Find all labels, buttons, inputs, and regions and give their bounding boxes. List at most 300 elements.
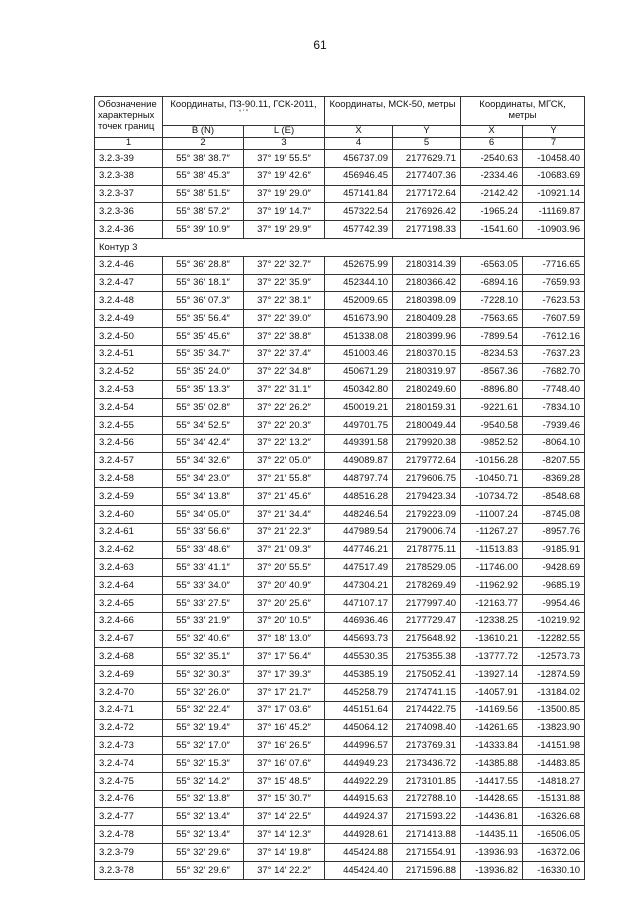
mgsk-y-cell: -10921.14 (523, 185, 585, 203)
longitude-cell: 37° 22′ 37.4″ (244, 345, 325, 363)
mgsk-x-cell: -6563.05 (461, 256, 523, 274)
mgsk-x-cell: -13777.72 (461, 648, 523, 666)
longitude-cell: 37° 14′ 22.2″ (244, 861, 325, 879)
mgsk-x-cell: -8234.53 (461, 345, 523, 363)
longitude-cell: 37° 21′ 45.6″ (244, 488, 325, 506)
table-row (95, 505, 585, 523)
msk50-y-cell: 2178529.05 (393, 559, 461, 577)
mgsk-x-cell: -14261.65 (461, 719, 523, 737)
msk50-y-cell: 2180366.42 (393, 274, 461, 292)
mgsk-y-cell: -7623.53 (523, 292, 585, 310)
msk50-x-cell: 447304.21 (325, 577, 393, 595)
longitude-cell: 37° 21′ 34.4″ (244, 505, 325, 523)
longitude-cell: 37° 19′ 42.6″ (244, 167, 325, 185)
table-row (95, 310, 585, 328)
msk50-x-cell: 448246.54 (325, 505, 393, 523)
mgsk-y-cell: -16326.68 (523, 808, 585, 826)
point-cell: 3.2.4-52 (95, 363, 163, 381)
table-row (95, 790, 585, 808)
point-cell: 3.2.4-50 (95, 327, 163, 345)
msk50-y-cell: 2175648.92 (393, 630, 461, 648)
msk50-x-cell: 445258.79 (325, 683, 393, 701)
point-cell: 3.2.4-49 (95, 310, 163, 328)
point-cell: 3.2.4-54 (95, 399, 163, 417)
latitude-cell: 55° 32′ 19.4″ (163, 719, 244, 737)
msk50-x-cell: 445151.64 (325, 701, 393, 719)
latitude-cell: 55° 33′ 48.6″ (163, 541, 244, 559)
latitude-cell: 55° 32′ 13.4″ (163, 808, 244, 826)
table-row (95, 416, 585, 434)
longitude-cell: 37° 19′ 55.5″ (244, 150, 325, 168)
table-row (95, 701, 585, 719)
msk50-x-cell: 450671.29 (325, 363, 393, 381)
msk50-y-cell: 2180409.28 (393, 310, 461, 328)
longitude-cell: 37° 20′ 40.9″ (244, 577, 325, 595)
mgsk-y-cell: -9185.91 (523, 541, 585, 559)
msk50-y-cell: 2171593.22 (393, 808, 461, 826)
column-number: 4 (325, 138, 393, 150)
point-cell: 3.2.4-63 (95, 559, 163, 577)
column-number: 1 (95, 138, 163, 150)
longitude-cell: 37° 16′ 26.5″ (244, 737, 325, 755)
subheader-l: L (E) (244, 126, 325, 138)
point-cell: 3.2.4-76 (95, 790, 163, 808)
msk50-y-cell: 2175355.38 (393, 648, 461, 666)
table-row (95, 630, 585, 648)
msk50-x-cell: 449391.58 (325, 434, 393, 452)
point-cell: 3.2.4-68 (95, 648, 163, 666)
msk50-x-cell: 445424.88 (325, 844, 393, 862)
point-cell: 3.2.4-73 (95, 737, 163, 755)
point-cell: 3.2.4-77 (95, 808, 163, 826)
point-cell: 3.2.3-79 (95, 844, 163, 862)
latitude-cell: 55° 38′ 57.2″ (163, 203, 244, 221)
point-cell: 3.2.4-60 (95, 505, 163, 523)
longitude-cell: 37° 18′ 13.0″ (244, 630, 325, 648)
point-cell: 3.2.4-57 (95, 452, 163, 470)
mgsk-x-cell: -14333.84 (461, 737, 523, 755)
longitude-cell: 37° 19′ 29.0″ (244, 185, 325, 203)
table-row (95, 452, 585, 470)
longitude-cell: 37° 15′ 48.5″ (244, 772, 325, 790)
msk50-y-cell: 2178775.11 (393, 541, 461, 559)
latitude-cell: 55° 34′ 13.8″ (163, 488, 244, 506)
msk50-y-cell: 2180399.96 (393, 327, 461, 345)
mgsk-x-cell: -14435.11 (461, 826, 523, 844)
table-row (95, 612, 585, 630)
msk50-y-cell: 2171554.91 (393, 844, 461, 862)
point-cell: 3.2.4-59 (95, 488, 163, 506)
subheader-y-msk: Y (393, 126, 461, 138)
mgsk-x-cell: -10156.28 (461, 452, 523, 470)
msk50-x-cell: 445064.12 (325, 719, 393, 737)
mgsk-y-cell: -15131.88 (523, 790, 585, 808)
point-cell: 3.2.4-61 (95, 523, 163, 541)
point-cell: 3.2.4-72 (95, 719, 163, 737)
mgsk-x-cell: -13610.21 (461, 630, 523, 648)
table-row (95, 755, 585, 773)
table-row (95, 470, 585, 488)
table-row (95, 381, 585, 399)
msk50-x-cell: 447517.49 (325, 559, 393, 577)
msk50-group-header (325, 97, 461, 126)
longitude-cell: 37° 22′ 20.3″ (244, 416, 325, 434)
mgsk-x-cell: -11746.00 (461, 559, 523, 577)
latitude-cell: 55° 32′ 40.6″ (163, 630, 244, 648)
point-cell: 3.2.4-48 (95, 292, 163, 310)
mgsk-y-cell: -7682.70 (523, 363, 585, 381)
latitude-cell: 55° 33′ 27.5″ (163, 594, 244, 612)
latitude-cell: 55° 39′ 10.9″ (163, 221, 244, 239)
longitude-cell: 37° 14′ 22.5″ (244, 808, 325, 826)
table-row (95, 221, 585, 239)
longitude-cell: 37° 21′ 09.3″ (244, 541, 325, 559)
msk50-x-cell: 457141.84 (325, 185, 393, 203)
msk50-y-cell: 2174741.15 (393, 683, 461, 701)
mgsk-y-cell: -14483.85 (523, 755, 585, 773)
mgsk-x-cell: -13936.82 (461, 861, 523, 879)
pz90-units: ° ′ ″ (239, 110, 248, 116)
point-cell: 3.2.4-53 (95, 381, 163, 399)
msk50-x-cell: 451338.08 (325, 327, 393, 345)
msk50-y-cell: 2175052.41 (393, 666, 461, 684)
latitude-cell: 55° 34′ 05.0″ (163, 505, 244, 523)
msk50-y-cell: 2180319.97 (393, 363, 461, 381)
msk50-y-cell: 2174098.40 (393, 719, 461, 737)
longitude-cell: 37° 14′ 12.3″ (244, 826, 325, 844)
column-number: 2 (163, 138, 244, 150)
msk50-y-cell: 2180370.15 (393, 345, 461, 363)
table-row (95, 203, 585, 221)
latitude-cell: 55° 35′ 34.7″ (163, 345, 244, 363)
msk50-y-cell: 2180249.60 (393, 381, 461, 399)
mgsk-y-cell: -7716.65 (523, 256, 585, 274)
point-cell: 3.2.4-46 (95, 256, 163, 274)
mgsk-y-cell: -10683.69 (523, 167, 585, 185)
point-cell: 3.2.4-58 (95, 470, 163, 488)
point-cell: 3.2.4-62 (95, 541, 163, 559)
latitude-cell: 55° 33′ 21.9″ (163, 612, 244, 630)
subheader-b: B (N) (163, 126, 244, 138)
mgsk-x-cell: -11513.83 (461, 541, 523, 559)
mgsk-x-cell: -10734.72 (461, 488, 523, 506)
longitude-cell: 37° 19′ 29.9″ (244, 221, 325, 239)
latitude-cell: 55° 32′ 13.4″ (163, 826, 244, 844)
latitude-cell: 55° 32′ 26.0″ (163, 683, 244, 701)
latitude-cell: 55° 34′ 52.5″ (163, 416, 244, 434)
mgsk-x-cell: -12338.25 (461, 612, 523, 630)
latitude-cell: 55° 35′ 45.6″ (163, 327, 244, 345)
subheader-x-mgsk: X (461, 126, 523, 138)
mgsk-y-cell: -12573.73 (523, 648, 585, 666)
mgsk-y-cell: -16506.05 (523, 826, 585, 844)
longitude-cell: 37° 22′ 32.7″ (244, 256, 325, 274)
longitude-cell: 37° 22′ 38.8″ (244, 327, 325, 345)
msk50-y-cell: 2177407.36 (393, 167, 461, 185)
mgsk-y-cell: -16372.06 (523, 844, 585, 862)
mgsk-x-cell: -14057.91 (461, 683, 523, 701)
mgsk-x-cell: -14385.88 (461, 755, 523, 773)
msk50-x-cell: 447107.17 (325, 594, 393, 612)
msk50-x-cell: 444915.63 (325, 790, 393, 808)
longitude-cell: 37° 22′ 38.1″ (244, 292, 325, 310)
section-label: Контур 3 (95, 238, 585, 256)
msk50-y-cell: 2177198.33 (393, 221, 461, 239)
latitude-cell: 55° 33′ 34.0″ (163, 577, 244, 595)
msk50-x-cell: 444928.61 (325, 826, 393, 844)
column-number: 7 (523, 138, 585, 150)
mgsk-x-cell: -1965.24 (461, 203, 523, 221)
mgsk-x-cell: -8896.80 (461, 381, 523, 399)
column-number: 6 (461, 138, 523, 150)
mgsk-x-cell: -7563.65 (461, 310, 523, 328)
msk50-y-cell: 2177729.47 (393, 612, 461, 630)
mgsk-y-cell: -10458.40 (523, 150, 585, 168)
mgsk-x-cell: -14436.81 (461, 808, 523, 826)
mgsk-x-cell: -13927.14 (461, 666, 523, 684)
msk50-y-cell: 2172788.10 (393, 790, 461, 808)
mgsk-y-cell: -8745.08 (523, 505, 585, 523)
column-number: 5 (393, 138, 461, 150)
point-cell: 3.2.4-74 (95, 755, 163, 773)
msk50-y-cell: 2171413.88 (393, 826, 461, 844)
msk50-y-cell: 2177629.71 (393, 150, 461, 168)
longitude-cell: 37° 16′ 07.6″ (244, 755, 325, 773)
mgsk-x-cell: -10450.71 (461, 470, 523, 488)
longitude-cell: 37° 17′ 03.6″ (244, 701, 325, 719)
table-row (95, 327, 585, 345)
msk50-x-cell: 450342.80 (325, 381, 393, 399)
table-row (95, 256, 585, 274)
msk50-x-cell: 445385.19 (325, 666, 393, 684)
subheader-y-mgsk: Y (523, 126, 585, 138)
point-column-header: Обозначение характерных точек границ (95, 97, 163, 138)
point-cell: 3.2.4-71 (95, 701, 163, 719)
msk50-x-cell: 446936.46 (325, 612, 393, 630)
msk50-y-cell: 2179772.64 (393, 452, 461, 470)
longitude-cell: 37° 21′ 55.8″ (244, 470, 325, 488)
msk50-x-cell: 447989.54 (325, 523, 393, 541)
mgsk-y-cell: -9428.69 (523, 559, 585, 577)
msk50-x-cell: 445693.73 (325, 630, 393, 648)
longitude-cell: 37° 19′ 14.7″ (244, 203, 325, 221)
msk50-y-cell: 2179606.75 (393, 470, 461, 488)
latitude-cell: 55° 36′ 18.1″ (163, 274, 244, 292)
point-cell: 3.2.4-70 (95, 683, 163, 701)
msk50-x-cell: 452675.99 (325, 256, 393, 274)
mgsk-x-cell: -9852.52 (461, 434, 523, 452)
latitude-cell: 55° 35′ 56.4″ (163, 310, 244, 328)
table-row (95, 808, 585, 826)
mgsk-y-cell: -13823.90 (523, 719, 585, 737)
point-cell: 3.2.4-55 (95, 416, 163, 434)
subheader-x-msk: X (325, 126, 393, 138)
point-cell: 3.2.4-75 (95, 772, 163, 790)
section-row (95, 238, 585, 256)
msk50-x-cell: 452344.10 (325, 274, 393, 292)
msk50-x-cell: 449701.75 (325, 416, 393, 434)
pz90-group-title: Координаты, ПЗ-90.11, ГСК-2011, (170, 99, 317, 110)
msk50-y-cell: 2180049.44 (393, 416, 461, 434)
point-cell: 3.2.4-78 (95, 826, 163, 844)
point-cell: 3.2.4-51 (95, 345, 163, 363)
latitude-cell: 55° 32′ 29.6″ (163, 861, 244, 879)
table-row (95, 861, 585, 879)
msk50-x-cell: 447746.21 (325, 541, 393, 559)
mgsk-y-cell: -7834.10 (523, 399, 585, 417)
latitude-cell: 55° 36′ 07.3″ (163, 292, 244, 310)
mgsk-x-cell: -14417.55 (461, 772, 523, 790)
table-row (95, 167, 585, 185)
mgsk-y-cell: -12282.55 (523, 630, 585, 648)
table-row (95, 577, 585, 595)
msk50-x-cell: 444996.57 (325, 737, 393, 755)
mgsk-x-cell: -9221.61 (461, 399, 523, 417)
point-cell: 3.2.4-56 (95, 434, 163, 452)
mgsk-y-cell: -11169.87 (523, 203, 585, 221)
point-cell: 3.2.3-36 (95, 203, 163, 221)
latitude-cell: 55° 32′ 22.4″ (163, 701, 244, 719)
pz90-group-header (163, 97, 325, 126)
mgsk-x-cell: -9540.58 (461, 416, 523, 434)
latitude-cell: 55° 38′ 51.5″ (163, 185, 244, 203)
table-row (95, 185, 585, 203)
mgsk-y-cell: -7939.46 (523, 416, 585, 434)
longitude-cell: 37° 20′ 10.5″ (244, 612, 325, 630)
msk50-x-cell: 456946.45 (325, 167, 393, 185)
msk50-x-cell: 448516.28 (325, 488, 393, 506)
msk50-y-cell: 2173436.72 (393, 755, 461, 773)
msk50-group-title: Координаты, МСК-50, метры (329, 99, 456, 110)
table-row (95, 488, 585, 506)
mgsk-group-header (461, 97, 585, 126)
msk50-y-cell: 2171596.88 (393, 861, 461, 879)
msk50-x-cell: 457742.39 (325, 221, 393, 239)
table-row (95, 648, 585, 666)
mgsk-x-cell: -7899.54 (461, 327, 523, 345)
mgsk-x-cell: -14169.56 (461, 701, 523, 719)
mgsk-x-cell: -1541.60 (461, 221, 523, 239)
mgsk-y-cell: -14818.27 (523, 772, 585, 790)
latitude-cell: 55° 34′ 23.0″ (163, 470, 244, 488)
msk50-x-cell: 452009.65 (325, 292, 393, 310)
msk50-y-cell: 2179223.09 (393, 505, 461, 523)
msk50-x-cell: 445530.35 (325, 648, 393, 666)
msk50-x-cell: 444922.29 (325, 772, 393, 790)
point-cell: 3.2.4-67 (95, 630, 163, 648)
point-cell: 3.2.4-36 (95, 221, 163, 239)
msk50-x-cell: 457322.54 (325, 203, 393, 221)
mgsk-y-cell: -8207.55 (523, 452, 585, 470)
table-row (95, 541, 585, 559)
point-cell: 3.2.4-64 (95, 577, 163, 595)
msk50-y-cell: 2173101.85 (393, 772, 461, 790)
mgsk-x-cell: -11267.27 (461, 523, 523, 541)
msk50-y-cell: 2173769.31 (393, 737, 461, 755)
msk50-y-cell: 2180159.31 (393, 399, 461, 417)
longitude-cell: 37° 22′ 31.1″ (244, 381, 325, 399)
latitude-cell: 55° 32′ 15.3″ (163, 755, 244, 773)
msk50-y-cell: 2180314.39 (393, 256, 461, 274)
mgsk-y-cell: -14151.98 (523, 737, 585, 755)
table-header (95, 97, 585, 150)
table-row (95, 150, 585, 168)
longitude-cell: 37° 16′ 45.2″ (244, 719, 325, 737)
table-row (95, 844, 585, 862)
table-row (95, 594, 585, 612)
table-row (95, 434, 585, 452)
mgsk-y-cell: -9954.46 (523, 594, 585, 612)
msk50-y-cell: 2179006.74 (393, 523, 461, 541)
mgsk-y-cell: -8548.68 (523, 488, 585, 506)
table-row (95, 737, 585, 755)
table-row (95, 826, 585, 844)
latitude-cell: 55° 36′ 28.8″ (163, 256, 244, 274)
column-number: 3 (244, 138, 325, 150)
mgsk-x-cell: -2334.46 (461, 167, 523, 185)
mgsk-y-cell: -8957.76 (523, 523, 585, 541)
msk50-x-cell: 444949.23 (325, 755, 393, 773)
latitude-cell: 55° 32′ 30.3″ (163, 666, 244, 684)
table-row (95, 345, 585, 363)
latitude-cell: 55° 32′ 35.1″ (163, 648, 244, 666)
mgsk-y-cell: -7659.93 (523, 274, 585, 292)
page-number: 61 (313, 38, 327, 52)
point-cell: 3.2.4-65 (95, 594, 163, 612)
table-row (95, 523, 585, 541)
latitude-cell: 55° 32′ 29.6″ (163, 844, 244, 862)
mgsk-y-cell: -8369.28 (523, 470, 585, 488)
mgsk-y-cell: -12874.59 (523, 666, 585, 684)
latitude-cell: 55° 32′ 17.0″ (163, 737, 244, 755)
msk50-x-cell: 449089.87 (325, 452, 393, 470)
point-cell: 3.2.3-38 (95, 167, 163, 185)
mgsk-y-cell: -9685.19 (523, 577, 585, 595)
mgsk-y-cell: -16330.10 (523, 861, 585, 879)
mgsk-x-cell: -6894.16 (461, 274, 523, 292)
latitude-cell: 55° 35′ 13.3″ (163, 381, 244, 399)
longitude-cell: 37° 22′ 34.8″ (244, 363, 325, 381)
point-cell: 3.2.3-37 (95, 185, 163, 203)
latitude-cell: 55° 33′ 56.6″ (163, 523, 244, 541)
mgsk-y-cell: -7612.16 (523, 327, 585, 345)
latitude-cell: 55° 35′ 02.8″ (163, 399, 244, 417)
table-row (95, 772, 585, 790)
mgsk-y-cell: -7607.59 (523, 310, 585, 328)
longitude-cell: 37° 21′ 22.3″ (244, 523, 325, 541)
latitude-cell: 55° 35′ 24.0″ (163, 363, 244, 381)
mgsk-group-title: Координаты, МГСК, метры (479, 99, 566, 121)
msk50-y-cell: 2176926.42 (393, 203, 461, 221)
mgsk-y-cell: -8064.10 (523, 434, 585, 452)
longitude-cell: 37° 14′ 19.8″ (244, 844, 325, 862)
mgsk-x-cell: -12163.77 (461, 594, 523, 612)
latitude-cell: 55° 32′ 14.2″ (163, 772, 244, 790)
msk50-y-cell: 2180398.09 (393, 292, 461, 310)
mgsk-x-cell: -2142.42 (461, 185, 523, 203)
mgsk-y-cell: -7748.40 (523, 381, 585, 399)
latitude-cell: 55° 34′ 32.6″ (163, 452, 244, 470)
longitude-cell: 37° 22′ 35.9″ (244, 274, 325, 292)
msk50-x-cell: 448797.74 (325, 470, 393, 488)
latitude-cell: 55° 33′ 41.1″ (163, 559, 244, 577)
table-body (95, 150, 585, 880)
longitude-cell: 37° 20′ 25.6″ (244, 594, 325, 612)
table-row (95, 274, 585, 292)
point-cell: 3.2.3-78 (95, 861, 163, 879)
longitude-cell: 37° 22′ 26.2″ (244, 399, 325, 417)
latitude-cell: 55° 38′ 45.3″ (163, 167, 244, 185)
